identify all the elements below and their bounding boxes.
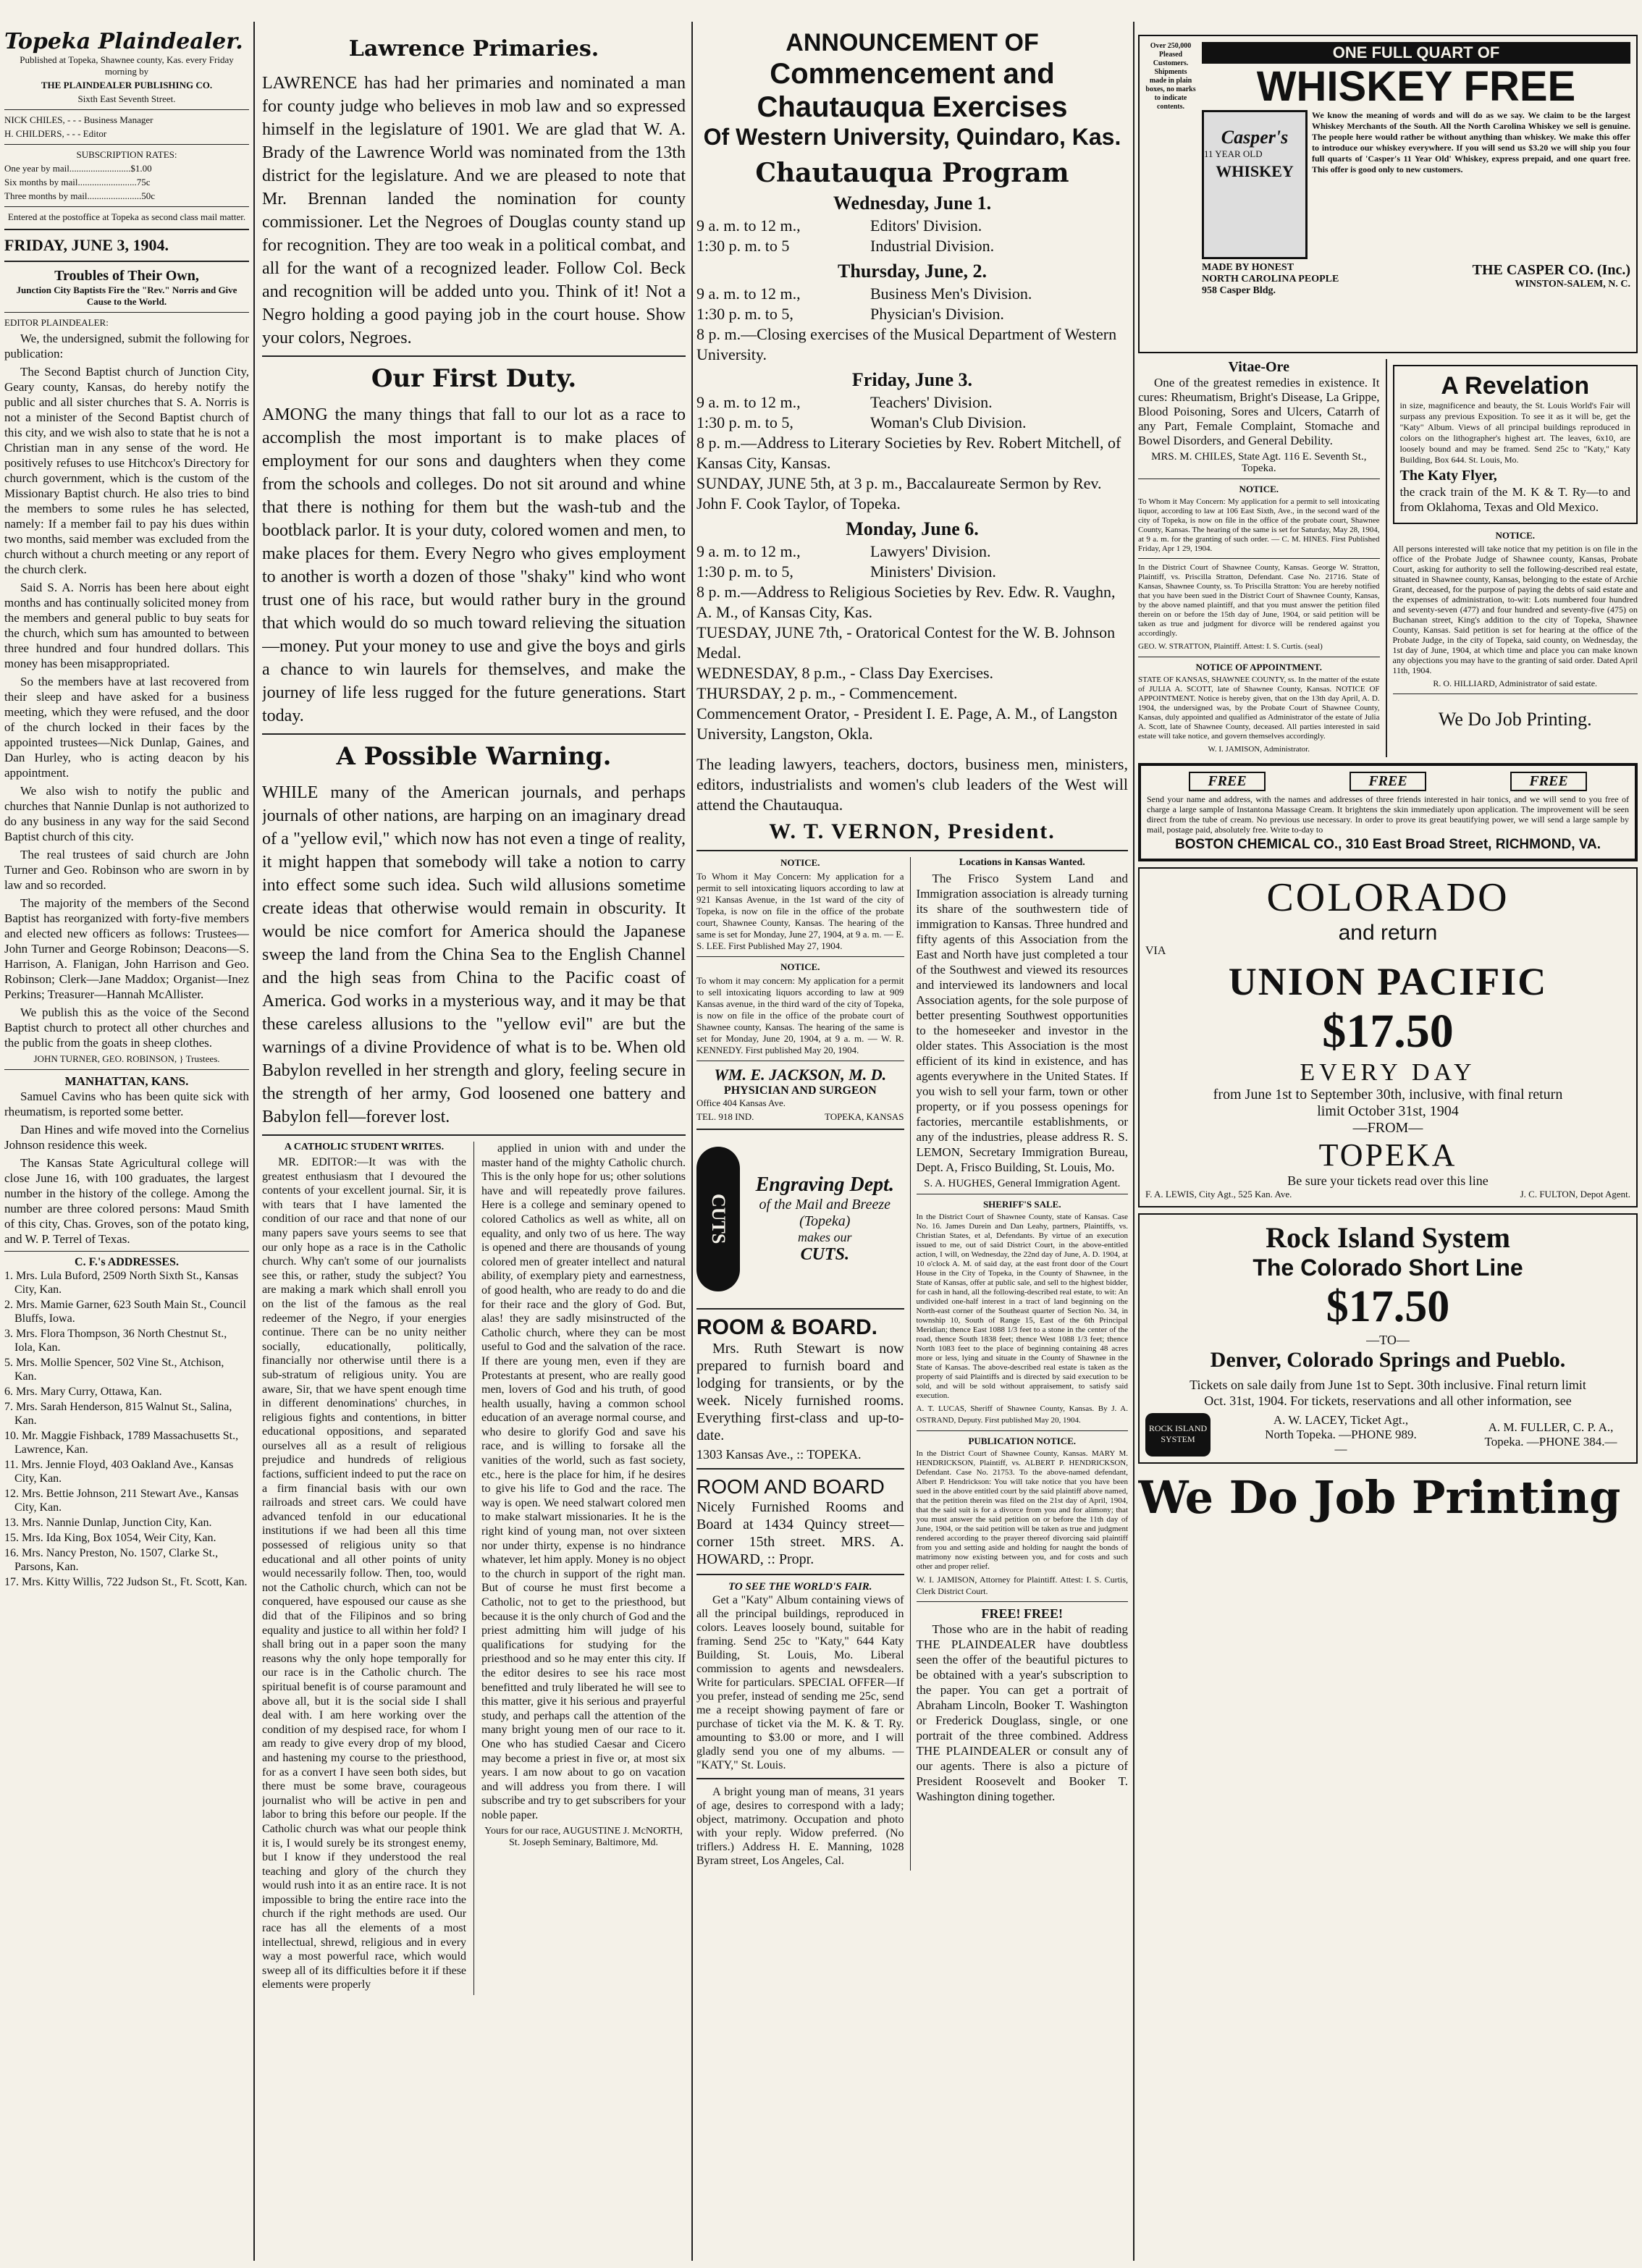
rock-to: —TO— [1366,1333,1410,1347]
paragraph: The Kansas State Agricultural college will close June 16, with 100 graduates, the largest number in the history of the college. Among the number are three colored persons: Maud Smith of this city, Chas. Groves, son of the potato king, and W. P. Terrel of Texas. [4,1156,249,1246]
doctor-office: Office 404 Kansas Ave. [696,1097,786,1108]
program-day [696,261,1128,365]
notice-head: NOTICE. [780,857,820,868]
program-note: Commencement Orator, - President I. E. Page, A. M., of Langston University, Langston, Okla. [696,704,1118,743]
masthead-title: Topeka Plaindealer. [4,29,243,54]
whiskey-ad [1138,35,1638,353]
paragraph: The real trustees of said church are John Turner and Geo. Robinson who are sworn in by law and so recorded. [4,848,249,892]
col3-right [917,857,1128,1871]
program-day [696,193,1128,256]
rock-island-ad [1138,1213,1638,1464]
list-item: 6. Mrs. Mary Curry, Ottawa, Kan. [4,1386,162,1398]
jackson-card [696,1066,904,1123]
notice-body: To whom it may concern: My application for a permit to sell intoxicating liquors according to law at 909 Kansas avenue, in the third ward of the city of Topeka, is now on file in the office of the probate court of Shawnee county, Kansas. The hearing of the same is set for Monday, June 20, 1904, at 9 a. m. — W. R. KENNEDY. First published May 20, 1904. [696,975,904,1055]
paragraph: So the members have at last recovered from their sleep and have asked for a business meeting, which they were refused, and the door of the church locked in their faces by the appointed trustees—Nick Dunlap, Gaines, and Dan Hurley, who is acting deacon by his appointment. [4,675,249,780]
doctor-name: WM. E. JACKSON, M. D. [714,1066,887,1084]
column-rule [691,22,693,2261]
whiskey-made: MADE BY HONEST [1202,262,1294,273]
rock-logo [1145,1413,1211,1457]
notice-head: NOTICE. [1239,484,1279,494]
whiskey-brand: Casper's [1221,127,1289,148]
rate-line: One year by mail..........................$1.00 [4,163,152,174]
whiskey-city: WINSTON-SALEM, N. C. [1515,279,1630,290]
court-notice: In the District Court of Shawnee County, Kansas. George W. Stratton, Plaintiff, vs. Priscilla Stratton, Defendant. Case No. 21716. State of Kansas, Shawnee County, ss. To Priscilla Stratton: You are hereby notified that you have been sued in the District Court of Shawnee County, Kansas, by the above named plaintiff, and that you must answer the petition filed therein on or before the 15th day of June, 1904, or said petition will be taken as true and judgment for divorce will be rendered against you accordingly. [1138,563,1380,638]
program-head: Chautauqua Program [755,158,1069,188]
rock-logo-text: ROCK ISLAND SYSTEM [1148,1423,1208,1444]
boston-ad [1138,763,1638,861]
lawrence-headline: Lawrence Primaries. [348,36,599,62]
colorado-tagline: Be sure your tickets read over this line [1287,1173,1489,1188]
time: 1:30 p. m. to 5, [696,305,793,323]
revelation-ad [1393,365,1638,524]
list-item: 12. Mrs. Bettie Johnson, 211 Stewart Ave., Kansas City, Kan. [4,1488,239,1514]
program-note: TUESDAY, JUNE 7th, - Oratorical Contest for the W. B. Johnson Medal. [696,623,1116,662]
locations-body: The Frisco System Land and Immigration association is already turning its share of the southwestern tide of immigration to Kansas. Three hundred and fifty agents of this Association from the East and North have just completed a tour of the Southwest and viewed its resources and interviewed its landowners and local Association agents, for the sole purpose of better presenting Southwest opportunities to the homeseeker and investor in the older states. This Association is the most efficient of its kind in existence, and has agents everywhere in the United States. If you wish to sell your farm, town or other property, or if you possess openings for factories, mercantile establishments, or any of the industries, please address R. S. LEMON, Secretary Immigration Bureau, Dept. A, Frisco Building, St. Louis, Mo. [916,872,1128,1174]
session: Business Men's Division. [870,284,1032,303]
time: 9 a. m. to 12 m., [696,216,801,235]
rock-price: $17.50 [1326,1282,1450,1331]
room1-body: Mrs. Ruth Stewart is now prepared to furnish board and lodging for transients, or by the week. Nicely furnished rooms. Everything first-class and up-to-date. [696,1341,904,1443]
whiskey-word: WHISKEY [1216,162,1294,180]
list-item: 15. Mrs. Ida King, Box 1054, Weir City, Kan. [4,1532,216,1544]
list-item: 13. Mrs. Nannie Dunlap, Junction City, Kan. [4,1517,212,1529]
colorado-railroad: UNION PACIFIC [1228,960,1548,1003]
agent-fuller: A. M. FULLER, C. P. A., Topeka. —PHONE 384.— [1484,1420,1617,1449]
paragraph: AMONG the many things that fall to our lot as a race to accomplish the most important is to make places of employment for our sons and daughters when they come from the schools and colleges. Do not sit around and whine that there is nothing for them but the wash-tub and the bootblack parlor. It is your duty, colored women and men, to make places for them. Every Negro who gives employment to another is worth a dozen of those "shaky" kind who wont trust one of his race, but would rather bury in the ground that which would do so much toward relieving the situation—money. Put your money to use and give the boys and girls a chance to win laurels for themselves, and make the journey of life less rugged for the future generations. Start today. [262,405,686,725]
rates-title: SUBSCRIPTION RATES: [76,149,177,160]
whiskey-big: WHISKEY FREE [1256,63,1576,110]
list-item: 16. Mrs. Nancy Preston, No. 1507, Clarke St., Parsons, Kan. [4,1547,219,1573]
cf-list [4,1269,249,1589]
sheriff-sign: A. T. LUCAS, Sheriff of Shawnee County, Kansas. By J. A. OSTRAND, Deputy. First published May 20, 1904. [916,1404,1128,1425]
whiskey-bldg: 958 Casper Bldg. [1202,285,1276,296]
colorado-dates: from June 1st to September 30th, inclusive, with final return limit October 31st, 1904 [1213,1087,1563,1119]
whiskey-main [1202,42,1630,346]
room1-addr: 1303 Kansas Ave., :: TOPEKA. [696,1447,862,1462]
job-printing: We Do Job Printing. [1438,709,1592,730]
session: Industrial Division. [870,237,995,255]
whiskey-company: THE CASPER CO. (Inc.) [1472,262,1630,278]
free-label: FREE [1189,772,1265,791]
court-sign: GEO. W. STRATTON, Plaintiff. Attest: I. S. Curtis. (seal) [1138,642,1323,651]
boston-body: Send your name and address, with the names and addresses of three friends interested in hair tonics, and we will send to you free of charge a large sample of Instantona Massage Cream. It brightens the skin immediately upon application. The improvement will be seen direct from the tube of cream. No previous use necessary. In order to prove its great beautifying power, we will send a large sample by mail, postage paid, absolutely free. Write to-day to [1147,794,1629,835]
room1-head: ROOM & BOARD. [696,1315,877,1339]
rate-line: Six months by mail.........................75c [4,177,151,187]
appoint-body: STATE OF KANSAS, SHAWNEE COUNTY, ss. In the matter of the estate of JULIA A. SCOTT, late of Shawnee County, Kansas. NOTICE OF APPOINTMENT. Notice is hereby given, that on the 13th day April, A. D. 1904, the undersigned was, by the Probate Court of Shawnee County, Kansas, duly appointed and qualified as Administrator of the estate of Julia A. Scott, late of Shawnee County, deceased. All parties interested in said estate will take notice, and govern themselves accordingly. [1138,675,1380,741]
col4-right [1393,359,1638,757]
paragraph: Said S. A. Norris has been here about eight months and has continually solicited money from the members and general public to buy seats for the church, which sum has amounted to between three hundred and four hundred dollars. This money has been misappropriated. [4,581,249,670]
column-2 [262,29,686,2254]
colorado-every-day: EVERY DAY [1300,1059,1476,1086]
locations-sign: S. A. HUGHES, General Immigration Agent. [924,1178,1121,1189]
masthead-publisher: THE PLAINDEALER PUBLISHING CO. [41,80,213,90]
rock-terms: Tickets on sale daily from June 1st to Sept. 30th inclusive. Final return limit Oct. 31st, 1904. For tickets, reservations and all other information, see [1190,1378,1586,1408]
agent-lacey: A. W. LACEY, Ticket Agt., North Topeka. —PHONE 989.— [1265,1413,1417,1456]
colorado-via: VIA [1145,945,1166,957]
whiskey-footer [1202,262,1630,297]
program-row [696,413,1128,433]
rock-agents [1145,1413,1630,1457]
time: 9 a. m. to 12 m., [696,393,801,411]
engraving-cuts: CUTS. [800,1245,849,1264]
whiskey-side-text: Over 250,000 Pleased Customers. Shipments made in plain boxes, no marks to indicate contents. [1145,42,1196,111]
program-note: 8 p. m.—Address to Religious Societies by Rev. Edw. R. Vaughn, A. M., of Kansas City, Kas. [696,583,1116,621]
student-letter-left [262,1142,466,1995]
appoint-head: NOTICE OF APPOINTMENT. [1195,662,1322,673]
paragraph: Samuel Cavins who has been quite sick with rheumatism, is reported some better. [4,1089,249,1118]
session: Woman's Club Division. [870,413,1027,431]
paragraph: The Second Baptist church of Junction City, Geary county, Kansas, do hereby notify the public and all sister churches that S. A. Norris is not a minister of the Second Baptist church of this city, and we wish also to state that he is not a Christian man in any sense of the word. He positively refuses to use Hitchcox's Directory for church government, which is the custom of the Missionary Baptist church. He also tries to bind the members to some rules he has selected, namely: If a member fail to pay his dues within two months, said member was excluded from the church without a church meeting or any report of the church clerk. [4,365,249,576]
signers: JOHN TURNER, GEO. ROBINSON, } Trustees. [33,1053,220,1064]
leading-note: The leading lawyers, teachers, doctors, business men, ministers, editors, industrialists and women's club leaders of the West will attend the Chautauqua. [696,755,1128,814]
engraving-sub: of the Mail and Breeze (Topeka) [759,1197,891,1229]
free-head: FREE! FREE! [981,1606,1064,1621]
program-day [696,518,1128,744]
masthead-published: Published at Topeka, Shawnee county, Kas. every Friday morning by [20,54,234,77]
sheriff-body: In the District Court of Shawnee County, state of Kansas. Case No. 16. James Durein and Dan Leahy, partners, Plaintiffs, vs. Christian States, et al, Defendants. By virtue of an execution issued to me, out of said District Court, in the above-entitled action, I will, on Wednesday, the 22nd day of June, A. D. 1904, at 10 o'clock A. M. of said day, at the east front door of the Court House in the City of Topeka, in the County of Shawnee, in the State of Kansas, offer at public sale, and sell to the highest bidder, for cash in hand, all the following-described real estate, to wit: An undivided one-half interest in a tract of land beginning on the North-east corner of the Southeast quarter of Section No. 34, in township 10, South of Range 15, East of the 6th Principal Meridian; thence East 1088 1/3 feet to a stone in the center of the road, thence South 1838 feet; thence West 1088 1/3 feet; thence North 1083 feet to the place of beginning containing 48 acres more or less, lying and situate in the County of Shawnee in the State of Kansas. The above-described real estate is taken as the property of said Plaintiffs and is directed by said execution to be sold, and will be sold without appraisement, to satisfy said execution. [916,1213,1128,1400]
sheriff-head: SHERIFF'S SALE. [982,1199,1061,1210]
list-item: 5. Mrs. Mollie Spencer, 502 Vine St., Atchison, Kan. [4,1357,224,1383]
time: 1:30 p. m. to 5 [696,237,790,255]
colorado-from: —FROM— [1352,1120,1423,1136]
list-item: 17. Mrs. Kitty Willis, 722 Judson St., Ft. Scott, Kan. [4,1576,248,1588]
col3-left [696,857,904,1871]
whiskey-sidebar [1145,42,1196,346]
pub-sign: W. I. JAMISON, Attorney for Plaintiff. Attest: I. S. Curtis, Clerk District Court. [916,1574,1128,1596]
program-row [696,562,1128,582]
announce-head: ANNOUNCEMENT OF [786,29,1039,56]
time: 9 a. m. to 12 m., [696,542,801,560]
rate-line: Three months by mail.......................50c [4,190,155,201]
notice-head: NOTICE. [1495,530,1536,541]
doctor-contact [696,1111,904,1123]
paragraph: applied in union with and under the master hand of the mighty Catholic church. This is the only hope for us; other solutions have and will repeatedly prove failures. Here is a college and seminary opened to colored Catholics as well as white, all on equality, and only two of us here. The way is opened and there are thousands of young colored men of greater intellect and natural ability, of exemplary piety and earnestness, of good health, who are ready to do and die for their race and the glory of God. But, alas! they are sadly misinstructed of the Catholic church, where they can be most useful to God and the salvation of the race. If there are young men, even if they are Protestants at present, who are really good men, lovers of God and his truth, of good health usually, having a common school education of an average normal course, and who desire to glorify God and save his race, and is willing to forsake all the vanities of the world, such as fast society, etc., here is the place for him, if he desires to give his life to God and the race. The way is open. We need stalwart colored men to make stalwart missionaries. It he is the right kind of young man, not over sixteen nor under thirty, expense is no hindrance whatever, let him apply. Money is no object to the church in support of the right man. But of course he must first become a Catholic, not to get to the priesthood, but because it is the only church of God and the priest admitting him will judge of his qualifications for studying for the priesthood and so he may enter this city. If the editor desires to see his race most benefitted and truly liberated he will see to this matter, give it his serious and prayerful study, and perhaps call the attention of the many bright young men of our race to it. One who has studied Caesar and Cicero may become a priest in five or, at most six years. I am now about to go on vacation and will address you from there. I will subscribe and try to get subscribers for your noble paper. [481,1142,686,1821]
paragraph: WHILE many of the American journals, and perhaps journals of other nations, are harping on an imaginary dread of a "yellow evil," which now has not even a tinge of reality, it might happen that somebody will take a notion to carry into effect some such idea. Such wild allusions sometime create ideas that otherwise would remain in obscurity. It would be nice comfort for America should the Japanese sweep the land from the China Sea to the English Channel and the high seas from China to the Pacific coast of America. God works in a mysterious way, and it may be that these careless allusions to the "yellow evil" are but the warnings of a divine Providence of what is to be. When old Babylon revelled in her strength and glory, feeling secure in the strength of her army, God loosened one battery and Babylon fell—forever lost. [262,783,686,1126]
doctor-title: PHYSICIAN AND SURGEON [723,1084,877,1097]
boston-foot: BOSTON CHEMICAL CO., 310 East Broad Street, RICHMOND, VA. [1174,837,1601,852]
session: Lawyers' Division. [870,542,991,560]
young-man-ad: A bright young man of means, 31 years of age, desires to correspond with a lady; object, matrimony. Occupation and photo with your reply. Widow preferred. (No triflers.) Address H. E. Manning, 1028 Byram street, Los Angeles, Cal. [696,1786,904,1867]
program-row [696,392,1128,413]
vitae-head: Vitae-Ore [1228,359,1289,375]
program-note: 8 p. m.—Address to Literary Societies by Rev. Robert Mitchell, of Kansas City, Kansas. [696,434,1121,472]
list-item: 11. Mrs. Jennie Floyd, 403 Oakland Ave., Kansas City, Kan. [4,1459,234,1485]
entered-notice: Entered at the postoffice at Topeka as second class mail matter. [7,211,246,222]
day-name: Monday, June 6. [846,518,979,539]
program-note: 8 p. m.—Closing exercises of the Musical Department of Western University. [696,325,1117,363]
engraving-title: Engraving Dept. [755,1173,894,1196]
session: Ministers' Division. [870,562,996,581]
free-label: FREE [1350,772,1426,791]
colorado-return: and return [1338,921,1438,945]
program-day [696,369,1128,514]
warning-headline: A Possible Warning. [336,742,612,771]
whiskey-head: ONE FULL QUART OF [1202,42,1630,64]
job-printing-footer: We Do Job Printing [1138,1471,1621,1524]
student-letter-right [481,1142,686,1995]
rock-sub: The Colorado Short Line [1252,1255,1523,1281]
time: 9 a. m. to 12 m., [696,284,801,303]
issue-date: FRIDAY, JUNE 3, 1904. [4,236,169,254]
doctor-tel: TEL. 918 IND. [696,1111,754,1122]
free-body: Those who are in the habit of reading THE PLAINDEALER have doubtless seen the offer of the beautiful pictures to be obtained with a year's subscription to the paper. You can get a portrait of Abraham Lincoln, Booker T. Washington or Frederick Douglass, single, or one portrait of the three combined. Address THE PLAINDEALER or consult any of our agents. There is also a picture of President Roosevelt and Booker T. Washington dining together. [916,1622,1128,1803]
list-item: 2. Mrs. Mamie Garner, 623 South Main St., Council Bluffs, Iowa. [4,1299,246,1325]
time: 1:30 p. m. to 5, [696,413,793,431]
engraving-makes: makes our [798,1230,852,1244]
notice-body: To Whom it May Concern: My application for a permit to sell intoxicating liquor, according to law at 106 East Sixth, Ave., in the second ward of the city of Topeka, is now on file in the office of the probate court, Shawnee County, Kansas. The hearing of the same is set for Saturday, May 28, 1904, at 9 a. m. for the granting of such order. — C. M. HINES. First Published Friday, Apr 1 29, 1904. [1138,497,1380,553]
free-labels [1147,772,1629,791]
program-note: THURSDAY, 2 p. m., - Commencement. [696,684,958,702]
cuts-logo [696,1147,740,1291]
paragraph: We publish this as the voice of the Second Baptist church to protect all other churches and the public from the goats in sheep clothes. [4,1006,249,1050]
flyer-head: The Katy Flyer, [1399,468,1497,484]
manhattan-head: MANHATTAN, KANS. [64,1074,189,1088]
session: Physician's Division. [870,305,1004,323]
room2-head: ROOM AND BOARD [696,1475,885,1498]
column-3 [696,29,1128,2254]
doctor-city: TOPEKA, KANSAS [824,1111,904,1122]
notice-sign: R. O. HILLIARD, Administrator of said estate. [1433,678,1598,688]
notice-head: NOTICE. [780,961,820,972]
col4-split [1138,359,1638,757]
time: 1:30 p. m. to 5, [696,562,793,581]
duty-headline: Our First Duty. [371,364,577,393]
notice-body: To Whom it May Concern: My application for a permit to sell intoxicating liquors according to law at 921 Kansas Avenue, in the 1st ward of the city of Topeka, is now on file in the office of the probate court, Shawnee County, Kansas. The hearing of the same is set for Monday, June 27, 1904, at 9 a. m. — E. S. LEE. First Published May 27, 1904. [696,871,904,951]
paragraph: LAWRENCE has had her primaries and nominated a man for county judge who believes in mob law and so expressed himself in the legislature of 1901. We are glad that W. A. Brady of the Lawrence World was nominated from the 13th district for the legislature. And we are pleased to note that Mr. Brennan landed the nomination for county commissioner. Let the Negroes of Douglas county stand up for recognition. They are too weak in a political combat, and all for the want of a recognized leader. Follow Col. Beck and recognition will be added unto you. Think of it! Not a Negro holding a good paying job in the court house. Show your colors, Negroes. [262,74,686,347]
cuts-label: CUTS [708,1194,729,1244]
free-label: FREE [1510,772,1586,791]
paragraph: We, the undersigned, submit the following for publication: [4,332,249,361]
room2-body: Nicely Furnished Rooms and Board at 1434 Quincy street—corner 15th street. MRS. A. HOWARD, :: Propr. [696,1499,904,1567]
agent-lewis: F. A. LEWIS, City Agt., 525 Kan. Ave. [1145,1189,1292,1200]
masthead-staff: NICK CHILES, - - - Business Manager [4,114,153,125]
locations-head: Locations in Kansas Wanted. [959,857,1085,868]
paragraph: We also wish to notify the public and churches that Nannie Dunlap is not authorized to do any business in any way for the said Second Baptist church of this city. [4,784,249,843]
whiskey-people: NORTH CAROLINA PEOPLE [1202,274,1339,284]
masthead [4,29,249,262]
vitae-body: One of the greatest remedies in existence. It cures: Rheumatism, Bright's Disease, La Grippe, Blood Poisoning, Sores and Ulcers, Catarrh of any Part, Female Complaint, Stomache and Bowel Disorders, and General Debility. [1138,376,1380,447]
col4-left [1138,359,1380,757]
session: Editors' Division. [870,216,982,235]
paragraph: MR. EDITOR:—It was with the greatest enthusiasm that I devoured the contents of your excellent journal. Sir, it is with tears that I have lamented the condition of our race and that none of our many papers save yours seems to see that our only hope as a race is in the Catholic church. Why can't some of our journalists see this, or rather, study the subject? You are making a mark which shall enroll you on the list of the famous as the real redeemer of the Negro, if your energies continue. There can be no unity neither socially, educationally, politically, financially nor otherwise until there is a sub-stratum of religious unity. You are aware, Sir, that we have spent enough time in different denominations' churches, in religious fights and contentions, in bitter educational oppositions, and separated ourselves all as a result of religious prejudice and hundreds of religious factions, sufficient indeed to put the race on a firm financial basis with our own railroads and street cars. We could have advanced tenfold in our educational institutions if we had been all this time possessed of religious unity so that educational and all other points of unity would necessarily follow. Then, too, would not the Catholic church, which can not be conquered, have espoused our cause as she did that of the Filipinos and so bring equality and justice to all within her fold? I shall bring out in a paper soon the many reasons why the only hope temporally for our race is in the Catholic church. The spiritual benefit is of course paramount and above all, but it is the social side I shall deal with. I am here working over the condition of my despised race, for whom I am ready to give every drop of my blood, and hastening my course to the priesthood, for as a convert I have seen both sides, but there must be some brave, courageous journalist who will be active in pen and labor to bring this before our people. If the Catholic church was what our people think it is, I would surely be its strongest enemy, but I know if they understood the real teaching and glory of the church they would rush into it as an entire race. It is not impossible to bring the entire race into the church if the right methods are used. Our race has all the elements of a most intellectual, shrewd, religious and in every way a most powerful race, which would sweep all of its difficulties before it if these elements were properly [262,1156,467,1991]
agent-fulton: J. C. FULTON, Depot Agent. [1520,1189,1630,1200]
program-row [696,236,1128,256]
whiskey-bottle-label [1202,110,1308,259]
whiskey-body: We know the meaning of words and will do as we say. We claim to be the largest Whiskey Merchants of the South. All the North Carolina Whiskey we sell is genuine. The people here would rather be without anything than whiskey. We make this offer to introduce our whiskey everywhere. If you will send us $3.20 we will ship you four full quarts of 'Casper's 11 Year Old' Whiskey, express prepaid, and one quart free. This offer is good only to new customers. [1312,110,1630,174]
article-headline: Troubles of Their Own, [54,268,199,284]
announce-title: Commencement and Chautauqua Exercises [757,58,1068,123]
notices-row [696,857,1128,1871]
rock-title: Rock Island System [1266,1221,1510,1254]
pub-head: PUBLICATION NOTICE. [968,1436,1077,1446]
vitae-sign: MRS. M. CHILES, State Agt. 116 E. Seventh St., Topeka. [1151,451,1367,474]
appoint-sign: W. I. JAMISON, Administrator. [1208,745,1310,754]
column-4 [1138,29,1638,2254]
day-name: Friday, June 3. [851,369,973,390]
student-letter [262,1142,686,1995]
program-note: SUNDAY, JUNE 5th, at 3 p. m., Baccalaureate Sermon by Rev. John F. Cook Taylor, of Topeka. [696,474,1102,513]
article-subhead: Junction City Baptists Fire the "Rev." Norris and Give Cause to the World. [16,284,237,307]
program-row [696,216,1128,236]
column-rule [253,22,255,2261]
program-row [696,541,1128,562]
notice-body: All persons interested will take notice that my petition is on file in the office of the Probate Judge of Shawnee county, Kansas, Probate Court, asking for authority to sell the following-described real estate, situated in Shawnee county, Kansas, belonging to the estate of Archie Grant, deceased, for the purpose of paying the debts of said estate and the expenses of administration, to-wit: Lots numbered four hundred and seventy-seven (477) and four hundred and seventy-five (475) on Buchanan street, King's addition to the city of Topeka, Shawnee County, Kansas. Said petition is set for hearing at the office of the Probate Judge, in the city of Topeka, said county, on Wednesday, the 1st day of June, 1904, at which time and place you can make known any objections you may have to the granting of said order. Dated April 11th, 1904. [1392,544,1638,675]
revelation-body: in size, magnificence and beauty, the St. Louis World's Fair will surpass any previous Exposition. To see it as it will be, get the "Katy" Album. Views of all principal buildings reproduced in colors on the lithographer's highest art. The leaves, 6x10, are loosely bound and may be framed. Send 25c to "Katy," Katy Building, Box 644. St. Louis, Mo. [1399,400,1630,465]
colorado-agents [1145,1189,1630,1200]
whiskey-body-row [1202,110,1630,259]
paragraph: The majority of the members of the Second Baptist has reorganized with forty-five members and elected new officers as follows: Trustees—John Turner and George Robinson; Deacons—S. Harrison, A. Flanigan, John Harrison and Geo. Robinson; Clerk—Jane Maddox; Organist—Inez Perkins; Treasurer—Hannah McAllister. [4,896,249,1001]
masthead-staff: H. CHILDERS, - - - Editor [4,128,107,139]
list-item: 7. Mrs. Sarah Henderson, 815 Walnut St., Salina, Kan. [4,1401,232,1427]
program-row [696,304,1128,324]
rock-destinations: Denver, Colorado Springs and Pueblo. [1210,1348,1566,1372]
pub-body: In the District Court of Shawnee County, Kansas. MARY M. HENDRICKSON, Plaintiff, vs. ALBERT P. HENDRICKSON, Defendant. Case No. 21753. To the above-named defendant, Albert P. Hendrickson: You will take notice that you have been sued in the above entitled court by the said plaintiff above named, that the petition therein was filed on the 21st day of April, 1904, that the said suit is for a divorce from you and for alimony; that you must answer the said petition on or before the 11th day of June, 1904, or the said petition will be taken as true and judgment rendered according to the prayer thereof divorcing said plaintiff from you and setting aside and holding for naught the bonds of matrimony now existing between you, and for costs and such other and proper relief. [916,1449,1128,1571]
announce-sub: Of Western University, Quindaro, Kas. [703,124,1121,150]
flyer-body: the crack train of the M. K & T. Ry—to and from Oklahoma, Texas and Old Mexico. [1399,485,1630,514]
engraving-ad [696,1136,904,1302]
colorado-city: TOPEKA [1318,1137,1457,1173]
fair-body: Get a "Katy" Album containing views of all the principal buildings, reproduced in colors. Leaves loosely bound, suitable for framing. Send 25c to "Katy," 644 Katy Building, St. Louis, Mo. Liberal commission to agents and newsdealers. Write for particulars. SPECIAL OFFER—If you prefer, instead of sending me 25c, send me a receipt showing payment of fare or purchase of ticket via the M. K. & T. Ry. amounting to $3.00 or more, and I will gladly send you one of my albums. — "KATY," St. Louis. [696,1594,904,1771]
masthead-address: Sixth East Seventh Street. [77,93,176,104]
program-note: WEDNESDAY, 8 p.m., - Class Day Exercises. [696,664,994,682]
whiskey-age: 11 YEAR OLD [1204,148,1263,159]
colorado-price: $17.50 [1322,1005,1454,1058]
column-1 [4,29,249,2254]
colorado-ad [1138,867,1638,1207]
day-name: Thursday, June, 2. [838,261,987,282]
column-rule [1133,22,1134,2261]
list-item: 1. Mrs. Lula Buford, 2509 North Sixth St., Kansas City, Kan. [4,1270,239,1296]
president-sign: W. T. VERNON, President. [769,819,1056,843]
program-row [696,284,1128,304]
session: Teachers' Division. [870,393,993,411]
cf-head: C. F.'s ADDRESSES. [75,1256,179,1268]
editor-salutation: EDITOR PLAINDEALER: [4,317,109,328]
day-name: Wednesday, June 1. [833,193,992,214]
colorado-title: COLORADO [1266,875,1510,920]
revelation-head: A Revelation [1441,372,1590,400]
engraving-text [740,1173,904,1265]
student-signature: Yours for our race, AUGUSTINE J. McNORTH, St. Joseph Seminary, Baltimore, Md. [484,1825,683,1848]
fair-head: TO SEE THE WORLD'S FAIR. [728,1581,872,1593]
student-headline: A CATHOLIC STUDENT WRITES. [284,1142,445,1152]
list-item: 10. Mr. Maggie Fishback, 1789 Massachusetts St., Lawrence, Kan. [4,1430,239,1456]
list-item: 3. Mrs. Flora Thompson, 36 North Chestnut St., Iola, Kan. [4,1328,227,1354]
paragraph: Dan Hines and wife moved into the Cornelius Johnson residence this week. [4,1123,249,1152]
